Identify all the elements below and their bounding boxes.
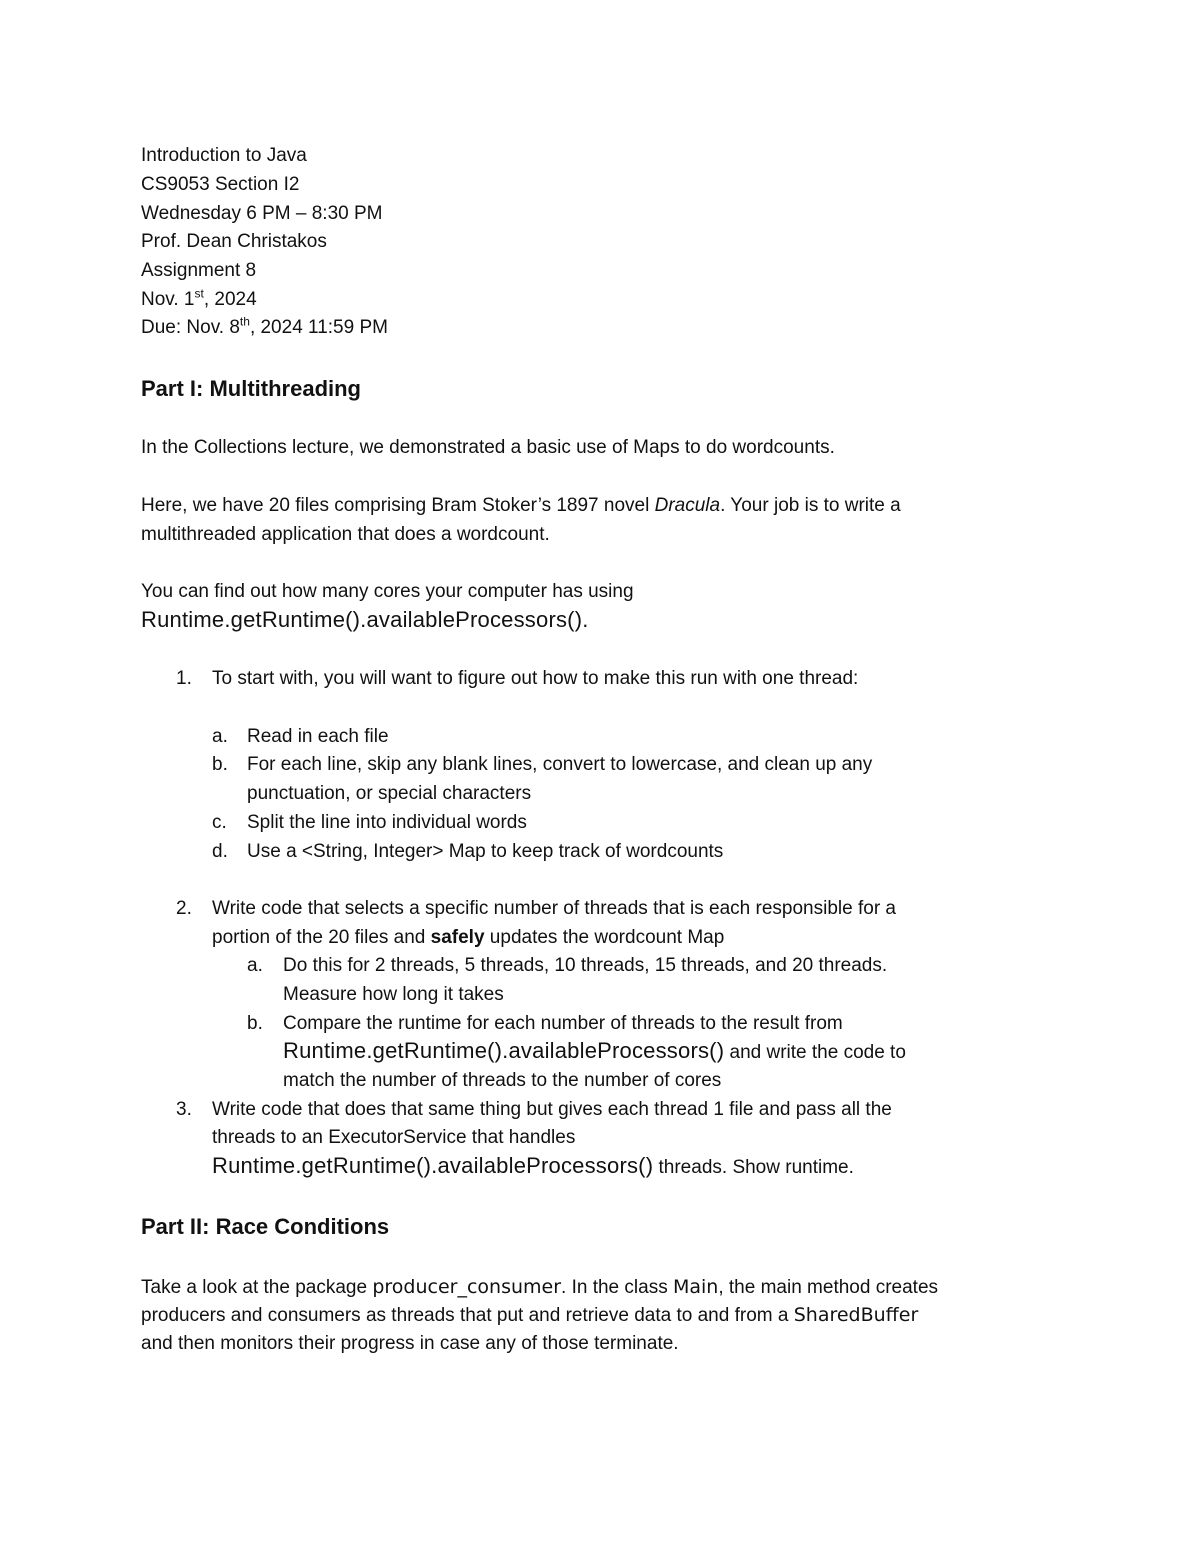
sublist-letter-b: b. [212,754,228,775]
list-item-2-line1: Write code that selects a specific number of threads that is each responsible for a [212,898,896,919]
sublist-item-b-line1: For each line, skip any blank lines, convert to lowercase, and clean up any [247,754,873,775]
list-number-3: 3. [176,1099,192,1120]
list-item-1-text: To start with, you will want to figure out how to make this run with one thread: [212,668,859,689]
assignment-number: Assignment 8 [141,260,257,281]
sublist-item-b-line2: punctuation, or special characters [247,783,532,804]
item2-sublist-b-line3: match the number of threads to the number of cores [283,1070,722,1091]
list-item-3-line1: Write code that does that same thing but gives each thread 1 file and pass all the [212,1099,892,1120]
course-section: CS9053 Section I2 [141,174,300,195]
course-title: Introduction to Java [141,145,307,166]
item2-sublist-a-line2: Measure how long it takes [283,984,504,1005]
sublist-item-a: Read in each file [247,726,389,747]
list-item-3-line3: Runtime.getRuntime().availableProcessors() threads. Show runtime. [212,1153,854,1178]
part1-paragraph-1: In the Collections lecture, we demonstrated a basic use of Maps to do wordcounts. [141,437,835,458]
list-item-3-line2: threads to an ExecutorService that handles [212,1127,576,1148]
sublist-letter-c: c. [212,812,227,833]
part2-paragraph-line2: producers and consumers as threads that put and retrieve data to and from a SharedBuffer [141,1304,919,1326]
available-processors-code: Runtime.getRuntime().availableProcessors(). [141,607,589,632]
item2-sublist-b-line1: Compare the runtime for each number of threads to the result from [283,1013,843,1034]
due-date: Due: Nov. 8th, 2024 11:59 PM [141,314,388,338]
part1-paragraph-3-line1: You can find out how many cores your computer has using [141,581,634,602]
part2-paragraph-line1: Take a look at the package producer_consumer. In the class Main, the main method creates [141,1276,939,1298]
list-item-2-line2: portion of the 20 files and safely updates the wordcount Map [212,927,725,948]
part1-heading: Part I: Multithreading [141,376,361,401]
list-number-2: 2. [176,898,192,919]
professor-name: Prof. Dean Christakos [141,231,327,252]
item2-sublist-letter-b: b. [247,1013,263,1034]
assignment-date: Nov. 1st, 2024 [141,286,257,310]
sublist-letter-a: a. [212,726,228,747]
list-number-1: 1. [176,668,192,689]
item2-sublist-b-line2: Runtime.getRuntime().availableProcessors() and write the code to [283,1038,906,1063]
item2-sublist-a-line1: Do this for 2 threads, 5 threads, 10 threads, 15 threads, and 20 threads. [283,955,888,976]
part1-paragraph-2-line2: multithreaded application that does a wordcount. [141,524,550,545]
sublist-item-d: Use a <String, Integer> Map to keep track of wordcounts [247,841,724,862]
sublist-letter-d: d. [212,841,228,862]
item2-sublist-letter-a: a. [247,955,263,976]
class-schedule: Wednesday 6 PM – 8:30 PM [141,203,383,224]
part1-paragraph-2-line1: Here, we have 20 files comprising Bram Stoker’s 1897 novel Dracula. Your job is to write a [141,495,901,516]
part2-paragraph-line3: and then monitors their progress in case any of those terminate. [141,1333,679,1354]
part2-heading: Part II: Race Conditions [141,1214,390,1239]
sublist-item-c: Split the line into individual words [247,812,527,833]
